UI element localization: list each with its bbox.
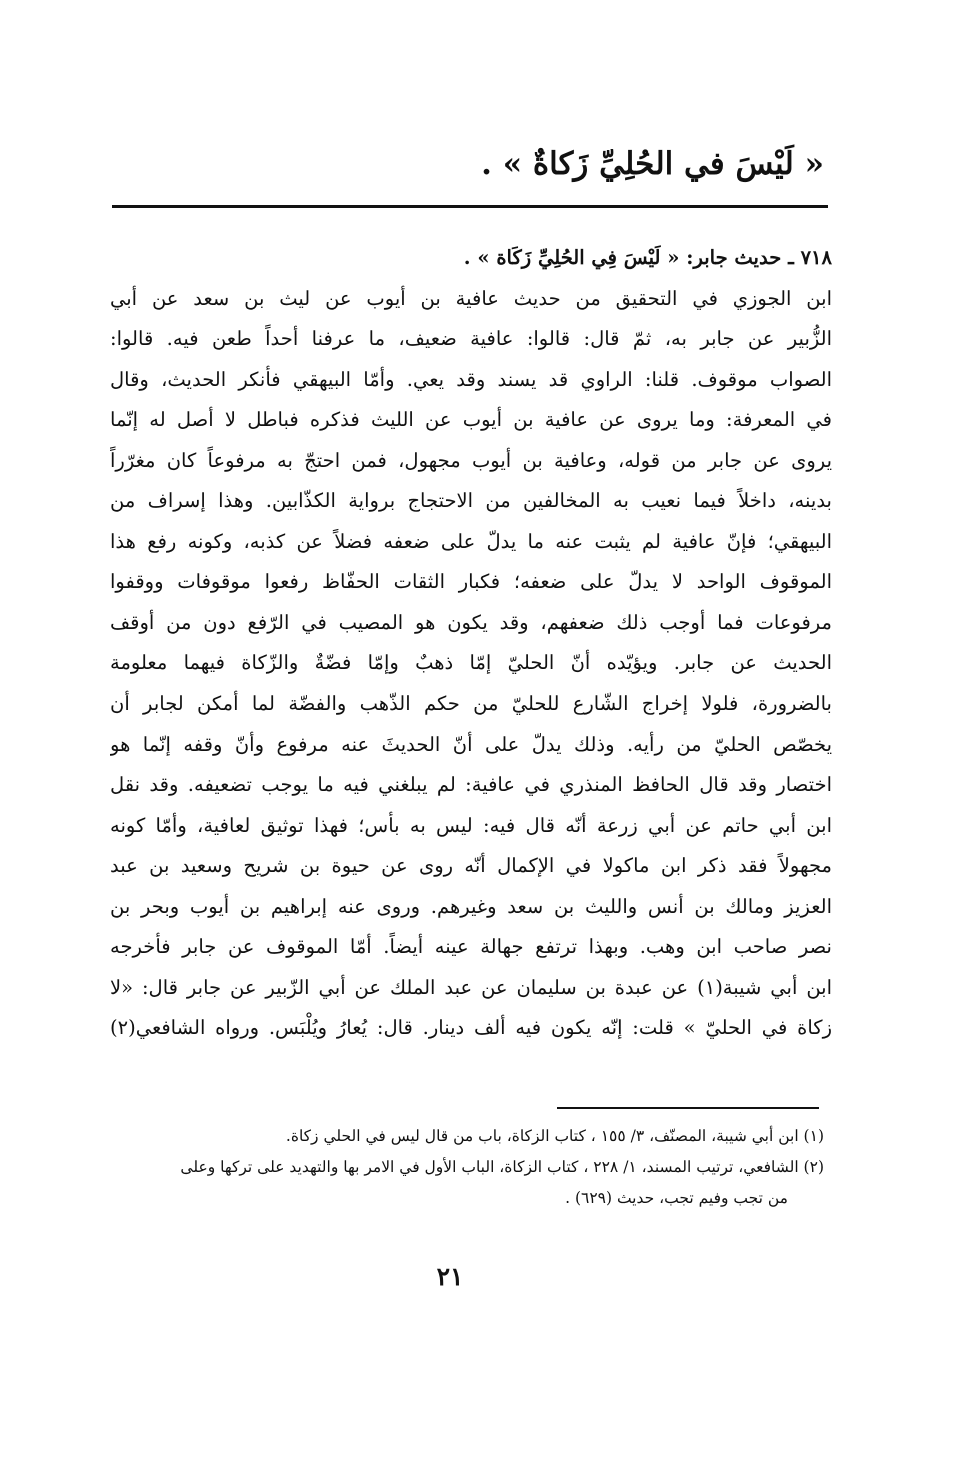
text-line: الحديث عن جابر. ويؤيّده أنّ الحليّ إمّا ذهبٌ وإمّا فضّةٌ والزّكاة فيهما معلومة bbox=[110, 651, 832, 675]
text-line: بدينه، داخلاً فيما نعيب به المخالفين من الاحتجاج برواية الكذّابين. وهذا إسراف من bbox=[110, 489, 832, 513]
text-line: يخصّص الحليّ من رأيه. وذلك يدلّ على أنّ الحديثَ عنه مرفوع وأنّ وقفه إنّما هو bbox=[110, 732, 832, 756]
text-line: الصواب موقوف. قلنا: الراوي قد يسند وقد يعي. وأمّا البيهقي فأنكر الحديث، وقال bbox=[110, 367, 832, 391]
text-line: ابن الجوزي في التحقيق من حديث عافية بن أيوب عن ليث بن سعد عن أبي bbox=[110, 286, 832, 310]
text-line: اختصار وقد قال الحافظ المنذري في عافية: لم يبلغني فيه ما يوجب تضعيفه. وقد نقل bbox=[110, 773, 832, 797]
text-line: زكاة في الحليّ » قلت: إنّه يكون فيه ألف دينار. قال: يُعارُ ويُلْبَس. ورواه الشافعي(٢) bbox=[110, 1016, 832, 1040]
text-line: العزيز ومالك بن أنس والليث بن سعد وغيرهم. وروى عنه إبراهيم بن أيوب وبحر بن bbox=[110, 894, 832, 918]
footnote-rule bbox=[557, 1107, 819, 1109]
text-line: الزُّبير عن جابر به، ثمّ قال: قالوا: عافية ضعيف، ما عرفنا أحداً طعن فيه. قالوا: bbox=[110, 327, 832, 351]
text-line: بالضرورة، فلولا إخراج الشّارع للحليّ من حكم الذّهب والفضّة لما أمكن لجابر أن bbox=[110, 692, 832, 716]
text-line: مرفوعات فما أوجب ذلك ضعفهم، وقد يكون هو المصيب في الرّفع دون من أوقف bbox=[110, 610, 832, 634]
footnote-1: (١) ابن أبي شيبة، المصنّف، ٣/ ١٥٥ ، كتاب الزكاة، باب من قال ليس في الحلي زكاة. bbox=[285, 1127, 824, 1145]
hadith-heading: ٧١٨ ـ حديث جابر: « لَيْسَ فِي الحُلِيِّ زَكَاة » . bbox=[463, 246, 832, 269]
text-line: ابن أبي حاتم عن أبي زرعة أنّه قال فيه: ليس به بأس؛ فهذا توثيق لعافية، وأمّا كونه bbox=[110, 813, 832, 837]
running-head: « لَيْسَ في الحُلِيِّ زَكاةٌ » . bbox=[481, 146, 824, 182]
text-line: مجهولاً فقد ذكر ابن ماكولا في الإكمال أنّه روى عن حيوة بن شريح وسعيد بن عبد bbox=[110, 854, 832, 878]
text-line: يروى عن جابر من قوله، وعافية بن أيوب مجهول، فمن احتجّ به مرفوعاً كان مغرّراً bbox=[110, 448, 832, 472]
footnote-2: (٢) الشافعي، ترتيب المسند، ١/ ٢٢٨ ، كتاب الزكاة، الباب الأول في الامر بها والتهديد على تركها وعلى bbox=[180, 1158, 824, 1176]
text-line: نصر صاحب ابن وهب. وبهذا ترتفع جهالة عينه أيضاً. أمّا الموقوف عن جابر فأخرجه bbox=[110, 935, 832, 959]
header-rule bbox=[112, 205, 828, 208]
text-line: في المعرفة: وما يروى عن عافية بن أيوب عن الليث فذكره فباطل لا أصل له إنّما bbox=[110, 408, 832, 432]
text-line: الموقوف الواحد لا يدلّ على ضعفه؛ فكبار الثقات الحفّاظ رفعوا موقوفات ووقفوا bbox=[110, 570, 832, 594]
footnotes bbox=[100, 1121, 824, 1214]
main-text bbox=[110, 238, 832, 1049]
footnote-2-continuation: من تجب وفيم تجب، حديث (٦٢٩) . bbox=[565, 1189, 788, 1207]
text-line: ابن أبي شيبة(١) عن عبدة بن سليمان عن عبد الملك عن أبي الزّبير عن جابر قال: «لا bbox=[110, 975, 832, 999]
text-line: البيهقي؛ فإنّ عافية لم يثبت عنه ما يدلّ على ضعفه فضلاً عن كذبه، وكونه رفع هذا bbox=[110, 529, 832, 553]
page-number: ٢١ bbox=[436, 1262, 464, 1291]
